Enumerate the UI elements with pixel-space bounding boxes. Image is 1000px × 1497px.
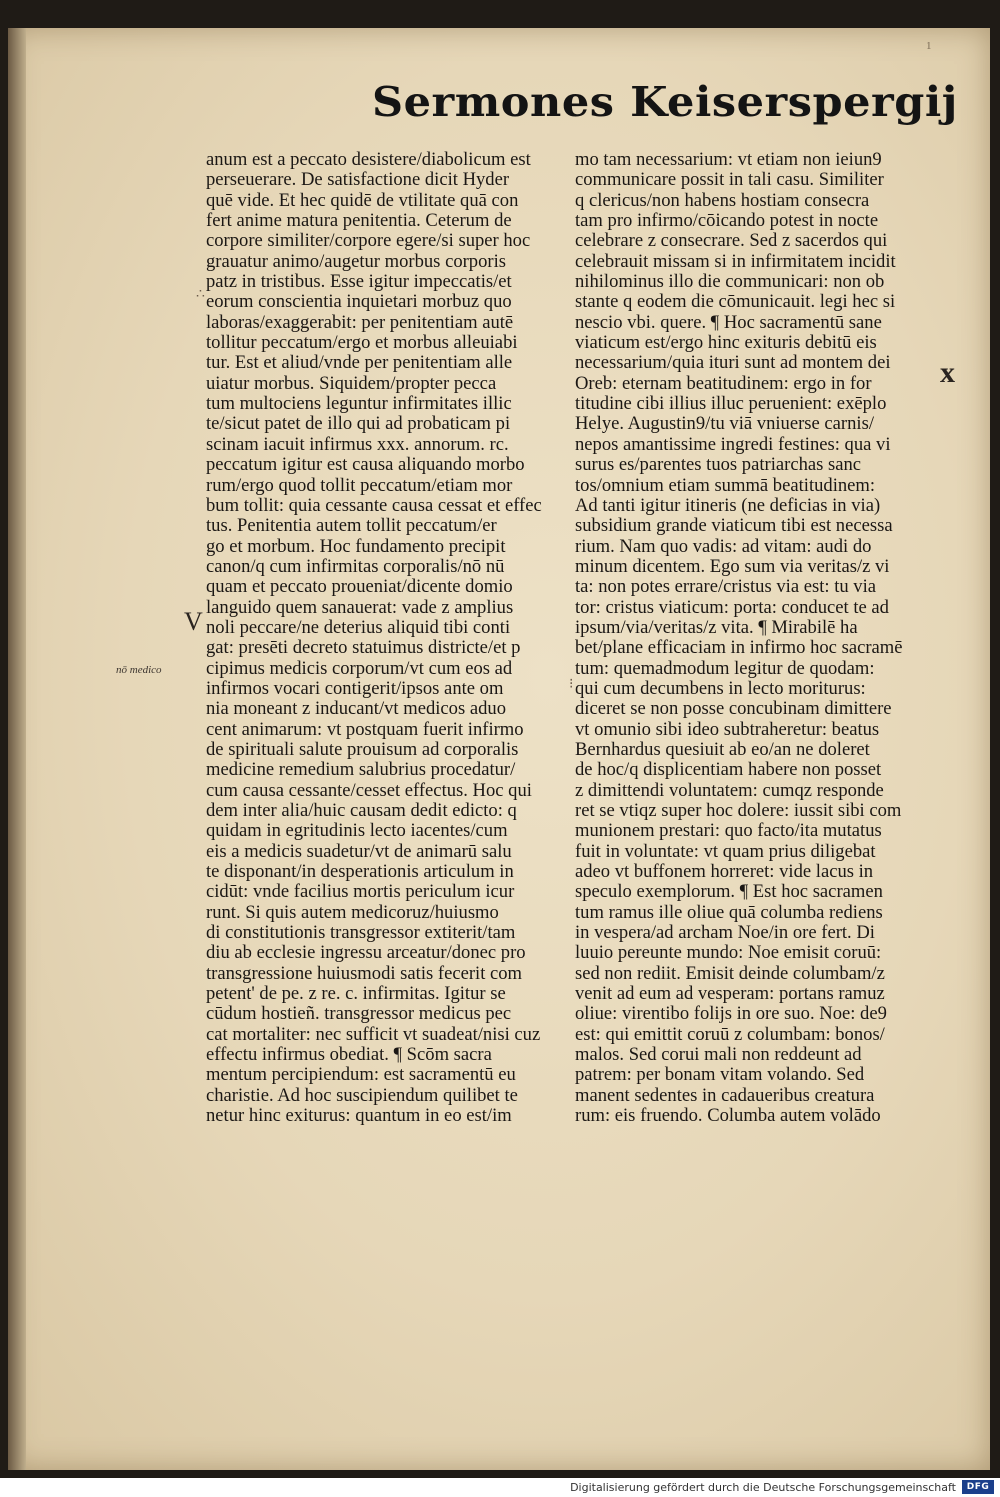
right-column-line: nescio vbi. quere. ¶ Hoc sacramentū sane xyxy=(575,312,882,333)
left-column-line: noli peccare/ne deterius aliquid tibi conti xyxy=(206,617,511,638)
right-column-line: celebrare z consecrare. Sed z sacerdos qui xyxy=(575,231,888,252)
right-column-line: Helye. Augustin9/tu viā vniuerse carnis/ xyxy=(575,414,874,435)
page-spine-edge xyxy=(8,28,26,1470)
right-column-line: adeo vt buffonem horreret: vide lacus in xyxy=(575,862,874,883)
dfg-logo: DFG xyxy=(962,1480,994,1494)
right-column-line: Oreb: eternam beatitudinem: ergo in for xyxy=(575,373,872,394)
right-column-line: mo tam necessarium: vt etiam non ieiun9 xyxy=(575,150,882,170)
left-column-line: effectu infirmus obediat. ¶ Scōm sacra xyxy=(206,1045,492,1066)
left-column-line: de spirituali salute prouisum ad corporalis xyxy=(206,739,519,760)
margin-dots-left: ∴ xyxy=(196,287,205,302)
left-column-line: infirmos vocari contigerit/ipsos ante om xyxy=(206,678,504,699)
right-column-line: nihilominus illo die communicari: non ob xyxy=(575,272,885,293)
right-column-line: diceret se non posse concubinam dimittere xyxy=(575,699,892,720)
right-column-line: tum ramus ille oliue quā columba rediens xyxy=(575,902,883,923)
right-column-line: minum dicentem. Ego sum via veritas/z vi xyxy=(575,556,890,577)
right-column-line: vt omunio sibi ideo subtraheretur: beatus xyxy=(575,719,880,740)
right-column-line: tum: quemadmodum legitur de quodam: xyxy=(575,658,875,679)
left-column-line: dem inter alia/huic causam dedit edicto: q xyxy=(206,801,517,821)
page-title: Sermones Keiserspergij xyxy=(372,78,958,126)
text-column-right xyxy=(575,150,935,1127)
right-column-line: malos. Sed corui mali non reddeunt ad xyxy=(575,1045,862,1066)
right-column-line: z dimittendi voluntatem: cumqz responde xyxy=(575,780,884,801)
left-column-line: grauatur animo/augetur morbus corporis xyxy=(206,251,506,272)
margin-dots-right: ⁝ xyxy=(569,677,574,692)
right-column-line: venit ad eum ad vesperam: portans ramuz xyxy=(575,984,885,1005)
left-column-line: rum/ergo quod tollit peccatum/etiam mor xyxy=(206,475,513,496)
left-column-line: patz in tristibus. Esse igitur impeccatis/et xyxy=(206,272,512,293)
right-column-line: stante q eodem die cōmunicauit. legi hec si xyxy=(575,292,896,313)
right-column-line: tos/omnium etiam summā beatitudinem: xyxy=(575,475,876,496)
right-column-line: de hoc/q displicentiam habere non posset xyxy=(575,760,882,781)
left-column-line: runt. Si quis autem medicoruz/huiusmo xyxy=(206,902,499,923)
left-column-line: di constitutionis transgressor extiterit/tam xyxy=(206,923,516,944)
left-column-line: uiatur morbus. Siquidem/propter pecca xyxy=(206,373,497,394)
footer-bar xyxy=(0,1478,1000,1497)
left-column-line: peccatum igitur est causa aliquando morbo xyxy=(206,455,525,476)
right-column-line: est: qui emittit coruū z columbam: bonos/ xyxy=(575,1024,885,1045)
left-column-line: cat mortaliter: nec sufficit vt suadeat/nisi cuz xyxy=(206,1024,541,1045)
left-column-line: petent' de pe. z re. c. infirmitas. Igitur se xyxy=(206,984,506,1005)
right-column-line: patrem: per bonam vitam volando. Sed xyxy=(575,1065,865,1086)
page-number: 1 xyxy=(926,40,932,52)
left-column-line: laboras/exaggerabit: per penitentiam autē xyxy=(206,312,514,333)
left-column-line: diu ab ecclesie ingressu arceatur/donec pro xyxy=(206,943,526,964)
left-column-line: cidūt: vnde facilius mortis periculum icur xyxy=(206,882,515,903)
right-column-line: Ad tanti igitur itineris (ne deficias in via) xyxy=(575,495,881,516)
right-column-line: communicare possit in tali casu. Similiter xyxy=(575,170,884,191)
right-column-line: manent sedentes in cadaueribus creatura xyxy=(575,1085,875,1106)
left-column-line: te disponant/in desperationis articulum in xyxy=(206,862,514,883)
left-column-line: corpore similiter/corpore egere/si super hoc xyxy=(206,231,531,252)
left-column-line: mentum percipiendum: est sacramentū eu xyxy=(206,1065,516,1086)
left-column-line: tollitur peccatum/ergo et morbus alleuiabi xyxy=(206,333,518,354)
handwritten-margin-note: nō medico xyxy=(116,664,162,676)
right-column-line: viaticum est/ergo hinc exituris debitū eis xyxy=(575,333,877,354)
margin-marker-x: x xyxy=(940,356,955,389)
left-column-line: cent animarum: vt postquam fuerit infirmo xyxy=(206,719,524,740)
left-column-line: charistie. Ad hoc suscipiendum quilibet te xyxy=(206,1085,518,1106)
right-column-line: tor: cristus viaticum: porta: conducet te ad xyxy=(575,597,889,618)
right-column-line: ret se vtiqz super hoc dolere: iussit sibi com xyxy=(575,801,902,821)
right-column-line: tam pro infirmo/cōicando potest in nocte xyxy=(575,211,879,232)
left-column-line: transgressione huiusmodi satis fecerit com xyxy=(206,963,523,984)
footer-credit: Digitalisierung gefördert durch die Deutsche Forschungsgemeinschaft xyxy=(570,1481,956,1494)
right-column-line: celebrauit missam si in infirmitatem incidit xyxy=(575,251,896,272)
right-column-line: in vespera/ad archam Noe/in ore fert. Di xyxy=(575,923,875,944)
right-column-line: subsidium grande viaticum tibi est necessa xyxy=(575,516,893,537)
left-column-line: eorum conscientia inquietari morbuz quo xyxy=(206,292,512,313)
left-column-line: quē vide. Et hec quidē de vtilitate quā con xyxy=(206,190,519,211)
left-column-line: cipimus medicis corporum/vt cum eos ad xyxy=(206,658,513,679)
right-column-line: bet/plane efficaciam in infirmo hoc sacramē xyxy=(575,638,903,659)
right-column-line: luuio pereunte mundo: Noe emisit coruū: xyxy=(575,943,882,964)
right-column-line: fuit in voluntate: vt quam prius diligebat xyxy=(575,841,876,862)
left-column-line: canon/q cum infirmitas corporalis/nō nū xyxy=(206,556,505,577)
left-column-line: tur. Est et aliud/vnde per penitentiam alle xyxy=(206,353,513,374)
left-column-line: quam et peccato proueniat/dicente domio xyxy=(206,577,513,598)
left-column-line: languido quem sanauerat: vade z amplius xyxy=(206,597,514,618)
right-column-line: oliue: virentibo folijs in ore suo. Noe: de9 xyxy=(575,1004,887,1025)
right-column-line: necessarium/quia ituri sunt ad montem dei xyxy=(575,353,891,374)
left-column-line: fert anime matura penitentia. Ceterum de xyxy=(206,211,512,232)
left-column-line: tum multociens leguntur infirmitates illic xyxy=(206,394,512,415)
left-column-line: medicine remedium salubrius procedatur/ xyxy=(206,760,516,781)
left-column-line: netur hinc exiturus: quantum in eo est/im xyxy=(206,1106,512,1127)
right-column-line: rum: eis fruendo. Columba autem volādo xyxy=(575,1106,881,1127)
text-column-left xyxy=(206,150,566,1127)
right-column-line: rium. Nam quo vadis: ad vitam: audi do xyxy=(575,536,872,557)
left-column-line: quidam in egritudinis lecto iacentes/cum xyxy=(206,821,508,842)
right-column-line: Bernhardus quesiuit ab eo/an ne doleret xyxy=(575,739,870,760)
left-column-line: bum tollit: quia cessante causa cessat et effec xyxy=(206,495,542,516)
right-column-line: q clericus/non habens hostiam consecra xyxy=(575,190,870,211)
right-column-line: nepos amantissime ingredi festines: qua vi xyxy=(575,434,891,455)
right-column-line: speculo exemplorum. ¶ Est hoc sacramen xyxy=(575,882,883,903)
right-column-line: munionem prestari: quo facto/ita mutatus xyxy=(575,821,882,842)
left-column-line: nia moneant z inducant/vt medicos aduo xyxy=(206,699,506,720)
initial-letter-v: V xyxy=(184,607,203,636)
left-column-line: te/sicut patet de illo qui ad probaticam pi xyxy=(206,414,511,435)
left-column-line: cūdum hostieñ. transgressor medicus pec xyxy=(206,1004,512,1025)
right-column-line: qui cum decumbens in lecto moriturus: xyxy=(575,678,866,699)
left-column-line: tus. Penitentia autem tollit peccatum/er xyxy=(206,516,497,537)
left-column-line: gat: presēti decreto statuimus districte/et p xyxy=(206,638,521,659)
right-column-line: ta: non potes errare/cristus via est: tu via xyxy=(575,577,877,598)
left-column-line: go et morbum. Hoc fundamento precipit xyxy=(206,536,506,557)
right-column-line: titudine cibi illius illuc peruenient: exēplo xyxy=(575,394,887,415)
left-column-line: scinam iacuit infirmus xxx. annorum. rc. xyxy=(206,434,509,455)
left-column-line: cum causa cessante/cesset effectus. Hoc qui xyxy=(206,780,532,801)
left-column-line: eis a medicis suadetur/vt de animarū salu xyxy=(206,841,512,862)
left-column-line: perseuerare. De satisfactione dicit Hyder xyxy=(206,170,510,191)
right-column-line: surus es/parentes tuos patriarchas sanc xyxy=(575,455,862,476)
right-column-line: sed non rediit. Emisit deinde columbam/z xyxy=(575,963,885,984)
left-column-line: anum est a peccato desistere/diabolicum est xyxy=(206,150,531,170)
right-column-line: ipsum/via/veritas/z vita. ¶ Mirabilē ha xyxy=(575,617,858,638)
